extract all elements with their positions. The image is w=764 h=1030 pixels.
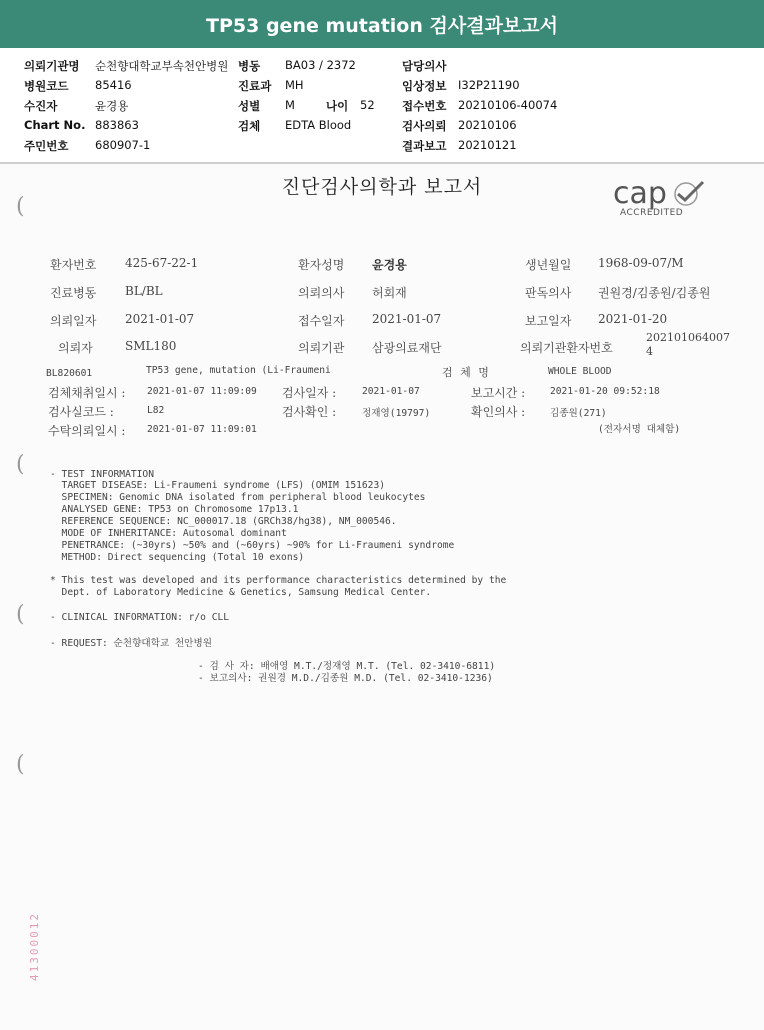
- cap-accredited-logo: [613, 176, 723, 222]
- clinical-label: 임상정보: [402, 79, 447, 93]
- checkmark-icon: [669, 180, 705, 206]
- patient-name-label: 환자성명: [298, 258, 345, 272]
- hospital-code-label: 병원코드: [24, 79, 69, 93]
- result-label: 결과보고: [402, 139, 447, 153]
- body-line: PENETRANCE: (~30yrs) ~50% and (~60yrs) ~90% for Li-Fraumeni syndrome: [50, 540, 455, 551]
- confirm-doc-label: 확인의사 :: [471, 405, 526, 419]
- test-name: TP53 gene, mutation (Li-Fraumeni: [146, 365, 331, 376]
- rec-date-value: 2021-01-07: [372, 312, 442, 326]
- receipt-label: 접수번호: [402, 99, 447, 113]
- body-line: REFERENCE SEQUENCE: NC_000017.18 (GRCh38/hg38), NM_000546.: [50, 516, 397, 527]
- org-pid-value: 202101064007: [646, 331, 730, 344]
- binder-mark: (: [16, 602, 25, 627]
- hospital-code-value: 85416: [95, 78, 132, 92]
- patient-id-value: 425-67-22-1: [125, 256, 199, 270]
- spec-value: WHOLE BLOOD: [548, 366, 612, 377]
- esign-note: (전자서명 대체함): [598, 424, 681, 435]
- patient-value: 윤경용: [95, 99, 129, 113]
- receipt-value: 20210106-40074: [458, 98, 558, 112]
- note-line: Dept. of Laboratory Medicine & Genetics, Samsung Medical Center.: [50, 587, 432, 598]
- outsourced-value: 2021-01-07 11:09:01: [147, 424, 257, 435]
- reporter-line: - 보고의사: 권원경 M.D./김종원 M.D. (Tel. 02-3410-1236): [198, 673, 493, 684]
- confirm-value: 정재영(19797): [362, 408, 431, 419]
- org-pid-value-cont: 4: [646, 345, 653, 358]
- collect-value: 2021-01-07 11:09:09: [147, 386, 257, 397]
- read-doctor-value: 권원경/김종원/김종원: [598, 286, 711, 300]
- specimen-label: 검체: [238, 119, 261, 133]
- read-doctor-label: 판독의사: [525, 286, 572, 300]
- outsourced-label: 수탁의뢰일시 :: [48, 424, 126, 438]
- dob-value: 1968-09-07/M: [598, 256, 684, 270]
- req-doctor-value: 허회재: [372, 286, 407, 300]
- request-value: 20210106: [458, 118, 517, 132]
- clinical-information: - CLINICAL INFORMATION: r/o CLL: [50, 612, 230, 623]
- cap-logo-text: cap: [613, 176, 667, 211]
- request-line: - REQUEST: 순천향대학교 천안병원: [50, 638, 212, 649]
- req-doctor-label: 의뢰의사: [298, 286, 345, 300]
- ward-value-2: BL/BL: [125, 284, 163, 298]
- patient-id-label: 환자번호: [50, 258, 97, 272]
- body-line: SPECIMEN: Genomic DNA isolated from peripheral blood leukocytes: [50, 492, 426, 503]
- org-pid-label: 의뢰기관환자번호: [520, 341, 613, 355]
- requester-label: 의뢰자: [58, 341, 93, 355]
- req-org-value: 삼광의료재단: [372, 341, 442, 355]
- body-line: TARGET DISEASE: Li-Fraumeni syndrome (LFS) (OMIM 151623): [50, 480, 386, 491]
- id-value: 680907-1: [95, 138, 151, 152]
- test-date-value: 2021-01-07: [362, 386, 420, 397]
- age-label: 나이: [326, 99, 349, 113]
- tester-line: - 검 사 자: 배애영 M.T./정재영 M.T. (Tel. 02-3410-6811): [198, 661, 496, 672]
- clinical-value: I32P21190: [458, 78, 520, 92]
- binder-mark: (: [16, 194, 25, 219]
- req-date-label: 의뢰일자: [50, 314, 97, 328]
- dob-label: 생년월일: [525, 258, 572, 272]
- sex-value: M: [285, 98, 295, 112]
- chart-label: Chart No.: [24, 118, 86, 132]
- dept-value: MH: [285, 78, 304, 92]
- collect-label: 검체채취일시 :: [48, 386, 126, 400]
- test-date-label: 검사일자 :: [282, 386, 337, 400]
- body-line: ANALYSED GENE: TP53 on Chromosome 17p13.1: [50, 504, 299, 515]
- req-org-label: 의뢰기관: [298, 341, 345, 355]
- specimen-value: EDTA Blood: [285, 118, 352, 132]
- confirm-doc-value: 김종원(271): [550, 408, 607, 419]
- report-time-label: 보고시간 :: [471, 386, 526, 400]
- body-line: MODE OF INHERITANCE: Autosomal dominant: [50, 528, 287, 539]
- rep-date-value: 2021-01-20: [598, 312, 668, 326]
- header-metadata: [0, 52, 764, 156]
- report-title-bar: [0, 0, 764, 48]
- note-line: * This test was developed and its performance characteristics determined by the: [50, 575, 507, 586]
- sex-label: 성별: [238, 99, 261, 113]
- document-title: TP53 gene mutation 검사결과보고서: [206, 14, 558, 37]
- age-value: 52: [360, 98, 375, 112]
- room-label: 검사실코드 :: [48, 405, 114, 419]
- hospital-label: 의뢰기관명: [24, 59, 80, 73]
- ward-value: BA03 / 2372: [285, 58, 356, 72]
- ward-label-2: 진료병동: [50, 286, 97, 300]
- body-line: METHOD: Direct sequencing (Total 10 exons): [50, 552, 305, 563]
- hospital-value: 순천향대학교부속천안병원: [95, 59, 229, 73]
- dept-label: 진료과: [238, 79, 272, 93]
- rep-date-label: 보고일자: [525, 314, 572, 328]
- result-value: 20210121: [458, 138, 517, 152]
- report-title: 진단검사의학과 보고서: [281, 176, 483, 198]
- doctor-label: 담당의사: [402, 59, 447, 73]
- confirm-label: 검사확인 :: [282, 405, 337, 419]
- req-date-value: 2021-01-07: [125, 312, 195, 326]
- room-value: L82: [147, 405, 165, 416]
- spec-label: 검 체 명: [442, 366, 491, 379]
- ward-label: 병동: [238, 59, 261, 73]
- page-side-number: 41300012: [28, 912, 41, 981]
- patient-label: 수진자: [24, 99, 58, 113]
- requester-value: SML180: [125, 339, 177, 353]
- binder-mark: (: [16, 452, 25, 477]
- report-time-value: 2021-01-20 09:52:18: [550, 386, 660, 397]
- request-label: 검사의뢰: [402, 119, 447, 133]
- body-line: - TEST INFORMATION: [50, 469, 154, 480]
- test-code: BL820601: [46, 368, 93, 379]
- binder-mark: (: [16, 752, 25, 777]
- rec-date-label: 접수일자: [298, 314, 345, 328]
- id-label: 주민번호: [24, 139, 69, 153]
- patient-name-value: 윤경용: [372, 258, 407, 272]
- chart-value: 883863: [95, 118, 139, 132]
- cap-accredited-text: ACCREDITED: [620, 208, 684, 218]
